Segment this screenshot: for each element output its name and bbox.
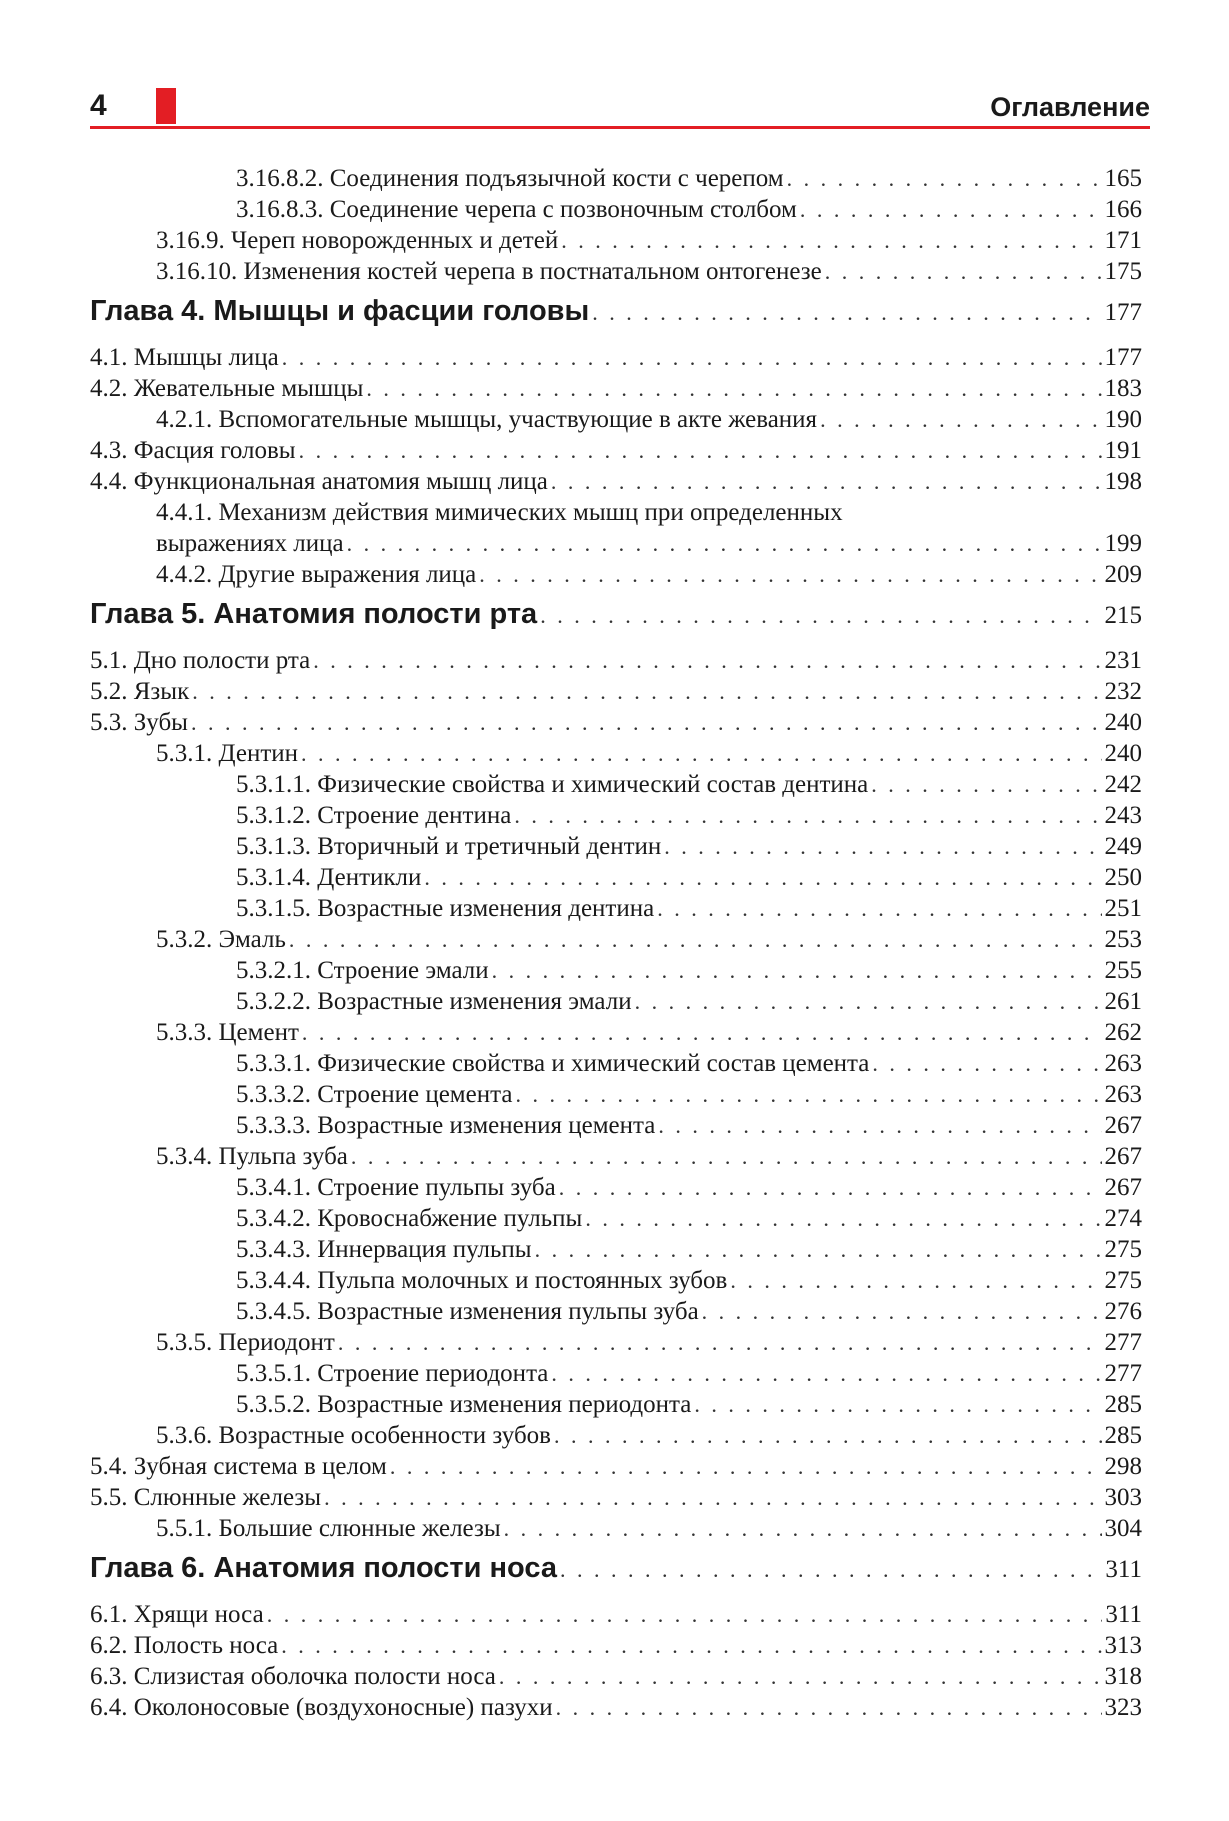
- dot-leader: [302, 1020, 1102, 1046]
- dot-leader: [560, 1557, 1102, 1583]
- dot-leader: [281, 1633, 1101, 1659]
- dot-leader: [390, 1454, 1102, 1480]
- dot-leader: [324, 1485, 1101, 1511]
- entry-title: 5.3.1.1. Физические свойства и химический состав дентина: [236, 771, 869, 798]
- entry-title: 5.3.1.5. Возрастные изменения дентина: [236, 895, 655, 922]
- entry-title: 3.16.10. Изменения костей черепа в постнатальном онтогенезе: [156, 258, 822, 285]
- chapter-title: Глава 5. Анатомия полости рта: [90, 598, 538, 630]
- toc-entry[interactable]: [90, 1112, 1142, 1143]
- entry-page: 275: [1104, 1236, 1142, 1263]
- entry-title: 5.3.3.1. Физические свойства и химический состав цемента: [236, 1050, 870, 1077]
- entry-page: 263: [1104, 1050, 1142, 1077]
- entry-page: 262: [1104, 1019, 1142, 1046]
- chapter-page: 215: [1104, 602, 1142, 629]
- entry-title: 5.3.4. Пульпа зуба: [156, 1143, 348, 1170]
- toc-entry[interactable]: [90, 709, 1142, 740]
- entry-title: 4.2.1. Вспомогательные мышцы, участвующие в акте жевания: [156, 406, 818, 433]
- entry-page: 165: [1104, 165, 1142, 192]
- toc-entry[interactable]: [90, 165, 1142, 196]
- dot-leader: [514, 803, 1101, 829]
- entry-page: 311: [1105, 1601, 1142, 1628]
- entry-title: выражениях лица: [156, 530, 344, 557]
- toc-entry[interactable]: [90, 1298, 1142, 1329]
- toc-entry[interactable]: [90, 1484, 1142, 1515]
- dot-leader: [664, 834, 1101, 860]
- entry-page: 231: [1104, 647, 1142, 674]
- dot-leader: [658, 1113, 1101, 1139]
- entry-page: 198: [1104, 468, 1142, 495]
- entry-page: 251: [1104, 895, 1142, 922]
- entry-title: 5.5.1. Большие слюнные железы: [156, 1515, 501, 1542]
- entry-page: 275: [1104, 1267, 1142, 1294]
- entry-title: 4.4.2. Другие выражения лица: [156, 561, 477, 588]
- dot-leader: [299, 438, 1102, 464]
- toc-entry[interactable]: [90, 227, 1142, 258]
- toc-entry[interactable]: [90, 1174, 1142, 1205]
- entry-title: 6.2. Полость носа: [90, 1632, 279, 1659]
- dot-leader: [424, 865, 1101, 891]
- entry-page: 267: [1104, 1174, 1142, 1201]
- toc-entry[interactable]: [90, 561, 1142, 592]
- entry-page: 240: [1104, 709, 1142, 736]
- entry-title: 5.3.2.1. Строение эмали: [236, 957, 489, 984]
- entry-page: 209: [1104, 561, 1142, 588]
- toc-entry[interactable]: [90, 988, 1142, 1019]
- toc-entry[interactable]: [90, 957, 1142, 988]
- entry-page: 242: [1104, 771, 1142, 798]
- entry-title: 5.3.4.3. Иннервация пульпы: [236, 1236, 532, 1263]
- entry-page: 250: [1104, 864, 1142, 891]
- toc-entry[interactable]: [90, 1236, 1142, 1267]
- entry-page: 277: [1104, 1360, 1142, 1387]
- entry-page: 298: [1104, 1453, 1142, 1480]
- entry-page: 177: [1104, 344, 1142, 371]
- dot-leader: [702, 1299, 1102, 1325]
- entry-title: 6.1. Хрящи носа: [90, 1601, 264, 1628]
- toc-entry[interactable]: [90, 926, 1142, 957]
- dot-leader: [289, 927, 1102, 953]
- toc-entry[interactable]: [90, 833, 1142, 864]
- dot-leader: [820, 407, 1101, 433]
- entry-page: 274: [1104, 1205, 1142, 1232]
- toc-entry[interactable]: [90, 1329, 1142, 1360]
- entry-title: 5.3. Зубы: [90, 709, 188, 736]
- entry-title: 4.1. Мышцы лица: [90, 344, 279, 371]
- dot-leader: [492, 958, 1102, 984]
- chapter-page: 177: [1104, 299, 1142, 326]
- header-rule: [90, 126, 1150, 129]
- entry-title: 6.4. Околоносовые (воздухоносные) пазухи: [90, 1694, 553, 1721]
- dot-leader: [657, 896, 1101, 922]
- dot-leader: [515, 1082, 1101, 1108]
- dot-leader: [313, 648, 1101, 674]
- running-title: Оглавление: [990, 92, 1150, 122]
- dot-leader: [192, 679, 1101, 705]
- toc-entry[interactable]: [90, 1360, 1142, 1391]
- entry-title: 5.3.1.3. Вторичный и третичный дентин: [236, 833, 662, 860]
- dot-leader: [347, 531, 1102, 557]
- toc-chapter[interactable]: [90, 1552, 1142, 1598]
- entry-title: 5.3.4.2. Кровоснабжение пульпы: [236, 1205, 583, 1232]
- entry-title: 4.3. Фасция головы: [90, 437, 296, 464]
- toc-entry[interactable]: [90, 647, 1142, 678]
- dot-leader: [301, 741, 1101, 767]
- entry-page: 323: [1104, 1694, 1142, 1721]
- entry-page: 253: [1104, 926, 1142, 953]
- dot-leader: [535, 1237, 1102, 1263]
- dot-leader: [872, 1051, 1101, 1077]
- toc-entry[interactable]: [90, 344, 1142, 375]
- entry-title: 5.1. Дно полости рта: [90, 647, 311, 674]
- entry-title: 5.3.1.4. Дентикли: [236, 864, 422, 891]
- entry-page: 304: [1104, 1515, 1142, 1542]
- entry-page: 267: [1104, 1112, 1142, 1139]
- dot-leader: [871, 772, 1101, 798]
- dot-leader: [585, 1206, 1101, 1232]
- entry-title: 4.4. Функциональная анатомия мышц лица: [90, 468, 548, 495]
- dot-leader: [282, 345, 1102, 371]
- toc-entry[interactable]: [90, 895, 1142, 926]
- entry-title: 5.3.2. Эмаль: [156, 926, 286, 953]
- entry-title: 5.3.2.2. Возрастные изменения эмали: [236, 988, 632, 1015]
- entry-page: 285: [1104, 1422, 1142, 1449]
- dot-leader: [635, 989, 1102, 1015]
- toc-entry[interactable]: [90, 1050, 1142, 1081]
- toc-entry[interactable]: [90, 1663, 1142, 1694]
- entry-title: 5.5. Слюнные железы: [90, 1484, 322, 1511]
- toc-entry[interactable]: [90, 802, 1142, 833]
- toc-entry[interactable]: [90, 530, 1142, 561]
- page-header: [90, 85, 1150, 125]
- entry-title: 5.3.5.1. Строение периодонта: [236, 1360, 549, 1387]
- entry-page: 190: [1104, 406, 1142, 433]
- entry-page: 166: [1104, 196, 1142, 223]
- dot-leader: [730, 1268, 1101, 1294]
- entry-page: 255: [1104, 957, 1142, 984]
- entry-page: 183: [1104, 375, 1142, 402]
- entry-page: 267: [1104, 1143, 1142, 1170]
- entry-page: 243: [1104, 802, 1142, 829]
- dot-leader: [694, 1392, 1101, 1418]
- dot-leader: [559, 1175, 1102, 1201]
- dot-leader: [351, 1144, 1102, 1170]
- entry-title: 5.3.3.3. Возрастные изменения цемента: [236, 1112, 656, 1139]
- dot-leader: [551, 469, 1102, 495]
- dot-leader: [366, 376, 1101, 402]
- dot-leader: [561, 228, 1101, 254]
- dot-leader: [191, 710, 1102, 736]
- entry-page: 313: [1104, 1632, 1142, 1659]
- entry-title: 3.16.8.3. Соединение черепа с позвоночным столбом: [236, 196, 797, 223]
- entry-title: 4.2. Жевательные мышцы: [90, 375, 364, 402]
- dot-leader: [592, 300, 1101, 326]
- entry-page: 303: [1104, 1484, 1142, 1511]
- toc-entry[interactable]: [90, 437, 1142, 468]
- toc-entry[interactable]: [90, 1143, 1142, 1174]
- toc-entry[interactable]: [90, 1694, 1142, 1725]
- entry-page: 240: [1104, 740, 1142, 767]
- toc-entry[interactable]: [90, 468, 1142, 499]
- toc-entry[interactable]: [90, 375, 1142, 406]
- entry-page: 263: [1104, 1081, 1142, 1108]
- toc-entry[interactable]: [90, 1515, 1142, 1546]
- toc-entry[interactable]: [90, 406, 1142, 437]
- entry-title: 5.3.4.5. Возрастные изменения пульпы зуба: [236, 1298, 699, 1325]
- dot-leader: [556, 1695, 1102, 1721]
- dot-leader: [554, 1423, 1102, 1449]
- toc-entry[interactable]: [90, 1267, 1142, 1298]
- toc-chapter[interactable]: [90, 598, 1142, 644]
- dot-leader: [479, 562, 1101, 588]
- entry-page: 232: [1104, 678, 1142, 705]
- dot-leader: [499, 1664, 1102, 1690]
- entry-page: 277: [1104, 1329, 1142, 1356]
- entry-title: 5.3.1. Дентин: [156, 740, 299, 767]
- entry-title: 5.3.6. Возрастные особенности зубов: [156, 1422, 551, 1449]
- entry-title: 5.3.3.2. Строение цемента: [236, 1081, 513, 1108]
- dot-leader: [787, 166, 1102, 192]
- dot-leader: [551, 1361, 1101, 1387]
- toc-entry[interactable]: [90, 1205, 1142, 1236]
- entry-title-line[interactable]: 4.4.1. Механизм действия мимических мышц при определенных: [156, 499, 843, 526]
- toc-entry[interactable]: [90, 1632, 1142, 1663]
- toc-entry[interactable]: [90, 1601, 1142, 1632]
- toc-chapter[interactable]: [90, 295, 1142, 341]
- entry-title: 5.4. Зубная система в целом: [90, 1453, 387, 1480]
- page-number: 4: [90, 89, 107, 122]
- entry-page: 199: [1104, 530, 1142, 557]
- toc-entry[interactable]: [90, 740, 1142, 771]
- chapter-title: Глава 4. Мышцы и фасции головы: [90, 295, 590, 327]
- entry-page: 285: [1104, 1391, 1142, 1418]
- entry-title: 5.3.3. Цемент: [156, 1019, 299, 1046]
- chapter-page: 311: [1105, 1556, 1142, 1583]
- toc-entry[interactable]: [90, 196, 1142, 227]
- entry-title: 5.3.5.2. Возрастные изменения периодонта: [236, 1391, 692, 1418]
- entry-page: 191: [1104, 437, 1142, 464]
- dot-leader: [800, 197, 1102, 223]
- toc-entry[interactable]: [90, 1422, 1142, 1453]
- toc-entry[interactable]: [90, 1391, 1142, 1422]
- dot-leader: [338, 1330, 1102, 1356]
- toc-entry[interactable]: [90, 258, 1142, 289]
- entry-page: 261: [1104, 988, 1142, 1015]
- table-of-contents: [90, 165, 1142, 1725]
- toc-entry[interactable]: [90, 864, 1142, 895]
- entry-page: 249: [1104, 833, 1142, 860]
- chapter-title: Глава 6. Анатомия полости носа: [90, 1552, 557, 1584]
- toc-entry[interactable]: [90, 1019, 1142, 1050]
- entry-title: 5.3.4.1. Строение пульпы зуба: [236, 1174, 556, 1201]
- entry-title: 5.3.1.2. Строение дентина: [236, 802, 512, 829]
- accent-marker: [156, 88, 176, 124]
- dot-leader: [825, 259, 1102, 285]
- entry-title: 6.3. Слизистая оболочка полости носа: [90, 1663, 496, 1690]
- toc-entry[interactable]: [90, 771, 1142, 802]
- toc-entry[interactable]: [90, 678, 1142, 709]
- entry-title: 3.16.9. Череп новорожденных и детей: [156, 227, 559, 254]
- entry-page: 318: [1104, 1663, 1142, 1690]
- entry-page: 175: [1104, 258, 1142, 285]
- entry-title: 5.3.5. Периодонт: [156, 1329, 335, 1356]
- entry-title: 5.2. Язык: [90, 678, 190, 705]
- entry-title: 3.16.8.2. Соединения подъязычной кости с черепом: [236, 165, 784, 192]
- toc-entry[interactable]: [90, 1081, 1142, 1112]
- dot-leader: [504, 1516, 1102, 1542]
- entry-title: 5.3.4.4. Пульпа молочных и постоянных зубов: [236, 1267, 728, 1294]
- entry-page: 276: [1104, 1298, 1142, 1325]
- entry-page: 171: [1104, 227, 1142, 254]
- toc-entry[interactable]: [90, 1453, 1142, 1484]
- dot-leader: [540, 603, 1101, 629]
- dot-leader: [267, 1602, 1103, 1628]
